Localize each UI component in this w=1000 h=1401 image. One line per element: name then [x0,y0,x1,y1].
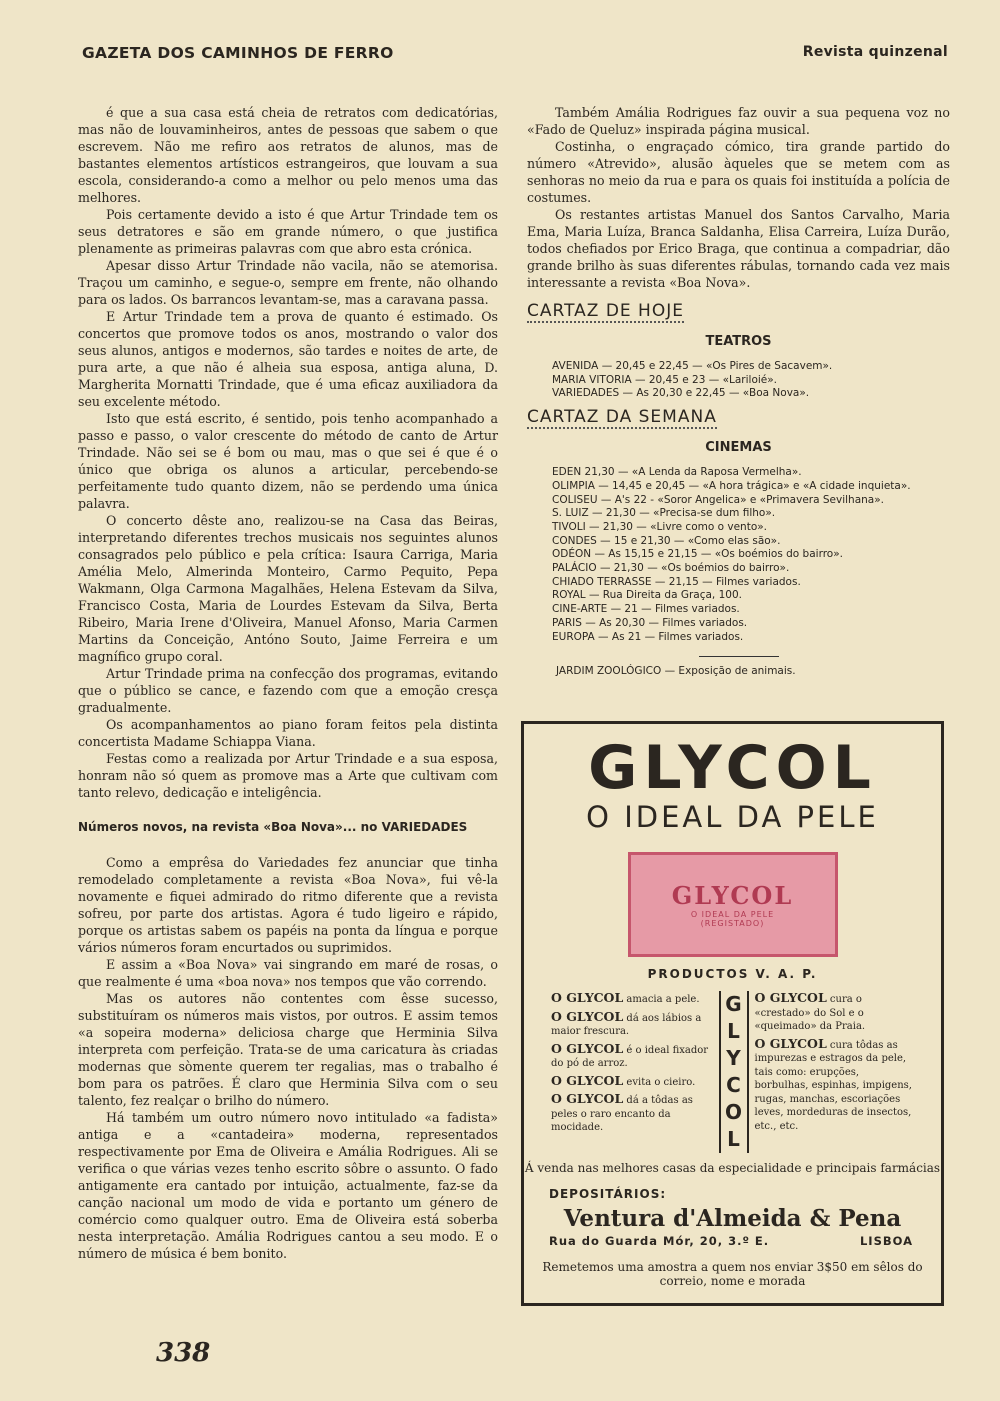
paragraph: é que a sua casa está cheia de retratos com dedicatórias, mas não de louvaminheiros, antes de pessoas que sabem o que escrevem. Não me refiro aos retratos de alunos, mas de bastantes elementos artísticos estrangeiros, que louvam a sua escola, considerando-a como a melhor ou pelo menos uma das melhores. [78,105,498,205]
paragraph: Isto que está escrito, é sentido, pois tenho acompanhado a passo e passo, o valor crescente do método de canto de Artur Trindade. Não sei se é bom ou mau, mas o que sei é que é o único que obriga os alunos a articular, percebendo-se perfeitamente tudo quanto dizem, não se perdendo uma única palavra. [78,411,498,511]
feature-text: amacia a pele. [623,994,700,1005]
listing-item: PARIS — As 20,30 — Filmes variados. [552,616,748,629]
feature-brand: O GLYCOL [551,990,624,1005]
feature-brand: O GLYCOL [551,1072,624,1088]
journal-title: GAZETA DOS CAMINHOS DE FERRO [82,44,394,62]
feature-item [551,1092,713,1135]
listing-item: ODÉON — As 15,15 e 21,15 — «Os boémios do bairro». [552,548,843,561]
paragraph: Mas os autores não contentes com êsse sucesso, substituíram os números mais vistos, por outros. E assim temos «a sopeira moderna» deliciosa charge que Herminia Silva interpreta com perfeição. Trata-se de uma caricatura às criadas modernas que sòmente querem ter regalias, mas o trabalho é bom para os patrões. É claro que Herminia Silva com o seu talento, fez realçar o brilho do número. [78,991,498,1108]
paragraph: E Artur Trindade tem a prova de quanto é estimado. Os concertos que promove todos os anos, mostrando o valor dos seus alunos, antigos e modernos, são tardes e noites de arte, de pura arte, a que não é alheia sua esposa, antiga aluna, D. Margherita Mornatti Trindade, que é uma eficaz auxiliadora da seu excelente método. [78,309,498,409]
paragraph: Também Amália Rodrigues faz ouvir a sua pequena voz no «Fado de Queluz» inspirada página musical. [527,105,950,137]
features-right [755,991,917,1153]
paragraph: Há também um outro número novo intitulado «a fadista» antiga e a «cantadeira» moderna, representados respectivamente por Ema de Oliveira e Amália Rodrigues. Ali se verifica o que várias vezes tenho escrito sôbre o assunto. O fado antigamente era cantado por intuição, actualmente, faz-se da canção nacional um modo de vida e portanto um género de comércio como qualquer outro. Ema de Oliveira está soberba nesta interpretação. Amália Rodrigues cantou a seu modo. E o número de música é bem bonito. [78,1110,498,1261]
listing-item: MARIA VITORIA — 20,45 e 23 — «Lariloié». [552,373,778,386]
vertical-letter: O [724,1100,742,1124]
paragraph: Os acompanhamentos ao piano foram feitos pela distinta concertista Madame Schiappa Viana. [78,717,498,749]
paragraph: E assim a «Boa Nova» vai singrando em maré de rosas, o que realmente é uma «boa nova» nos tempos que vão correndo. [78,957,498,989]
journal-subtitle: Revista quinzenal [802,44,948,60]
vertical-letter: C [726,1073,741,1097]
vertical-letter: L [727,1127,740,1151]
glycol-advertisement [521,721,944,1306]
listing-item: AVENIDA — 20,45 e 22,45 — «Os Pires de Sacavem». [552,360,833,372]
cinemas-heading: CINEMAS [705,440,772,456]
feature-item [551,1074,713,1090]
feature-item [551,991,713,1007]
label-reg: (REGISTADO) [700,919,765,928]
page-number: 338 [156,1338,211,1368]
vertical-letter: Y [726,1046,741,1070]
paragraph: Festas como a realizada por Artur Trindade e a sua esposa, honram não só quem as promove mas a Arte que cultivam com tanto relevo, dedicação e inteligência. [78,751,498,800]
feature-brand: O GLYCOL [754,1035,827,1051]
paragraph: Os restantes artistas Manuel dos Santos Carvalho, Maria Ema, Maria Luíza, Branca Saldanha, Elisa Carreira, Luíza Durão, todos chefiados por Erico Braga, que continua a compadriar, dão grande brilho às suas diferentes rábulas, tornando cada vez mais interessante a revista «Boa Nova». [527,207,950,290]
feature-item [551,1010,713,1039]
paragraph: O concerto dêste ano, realizou-se na Casa das Beiras, interpretando diferentes trechos musicais nos seguintes alunos consagrados pelo público e pela crítica: Isaura Carriga, Maria Amélia Melo, Almerinda Monteiro, Carmo Pequito, Pepa Wakmann, Olga Carmona Magalhães, Helena Estevam da Silva, Francisco Costa, Maria de Lourdes Estevam da Silva, Berta Ribeiro, Maria Irene d'Oliveira, Manuel Afonso, Maria Carmen Martins da Conceição, Antóno Souto, Jaime Ferreira e um magnífico grupo coral. [78,513,498,664]
left-column [78,104,498,1262]
zoo-listing: JARDIM ZOOLÓGICO — Exposição de animais. [556,665,796,678]
vertical-letter: G [725,992,742,1016]
teatros-list [527,360,950,401]
producer: PRODUCTOS V. A. P. [647,967,818,981]
listing-item: CHIADO TERRASSE — 21,15 — Filmes variados. [552,575,801,588]
divider [699,656,779,657]
paragraph: Artur Trindade prima na confecção dos programas, evitando que o público se cance, e fazendo com que a emoção cresça gradualmente. [78,666,498,715]
cinemas-list [527,466,950,644]
vertical-letter: L [727,1019,740,1043]
listing-item: EUROPA — As 21 — Filmes variados. [552,630,744,643]
listing-item: VARIEDADES — As 20,30 e 22,45 — «Boa Nova». [552,387,810,400]
features [551,991,916,1153]
feature-brand: O GLYCOL [754,990,827,1005]
feature-text: dá aos lábios a maior frescura. [551,1012,702,1037]
feature-text: evita o cieiro. [623,1076,696,1088]
feature-item [551,1042,713,1071]
paragraph: Pois certamente devido a isto é que Artur Trindade tem os seus detratores e são em grande número, o que justifica plenamente as primeiras palavras com que abro esta crónica. [78,207,498,256]
label-name: GLYCOL [671,881,794,910]
sales-note: Á venda nas melhores casas da especialidade e principais farmácias [524,1161,941,1175]
feature-item [755,1037,917,1134]
vertical-brand [719,991,749,1153]
listing-item: EDEN 21,30 — «A Lenda da Raposa Vermelha». [552,466,802,479]
right-column [527,104,950,680]
feature-text: dá a tôdas as peles o raro encanto da mocidade. [551,1095,693,1133]
city: LISBOA [859,1234,913,1248]
feature-brand: O GLYCOL [551,1091,624,1106]
listing-item: ROYAL — Rua Direita da Graça, 100. [552,589,742,602]
address: Rua do Guarda Mór, 20, 3.º E. [549,1234,770,1248]
sample-offer: Remetemos uma amostra a quem nos enviar 3$50 em sêlos do correio, nome e morada [542,1260,923,1288]
feature-text: é o ideal fixador do pó de arroz. [551,1044,709,1069]
listing-item: S. LUIZ — 21,30 — «Precisa-se dum filho». [552,507,776,520]
article-part-one [78,104,498,801]
listing-item: CONDES — 15 e 21,30 — «Como elas são». [552,534,781,547]
feature-brand: O GLYCOL [551,1040,624,1056]
listing-item: CINE-ARTE — 21 — Filmes variados. [552,603,740,616]
listing-item: TIVOLI — 21,30 — «Livre como o vento». [552,520,767,533]
ad-tagline: O IDEAL DA PELE [586,800,879,834]
feature-item [755,991,917,1034]
paragraph: Costinha, o engraçado cómico, tira grande partido do número «Atrevido», alusão àqueles que se metem com as senhoras no meio da rua e para os quais foi instituída a polícia de costumes. [527,139,950,205]
feature-text: cura o «crestado» do Sol e o «queimado» da Praia. [754,994,866,1032]
listing-item: OLIMPIA — 14,45 e 20,45 — «A hora trágica» e «A cidade inquieta». [552,479,911,492]
label-sub: O IDEAL DA PELE [690,910,775,919]
subheading: Números novos, na revista «Boa Nova»... no VARIEDADES [78,820,468,834]
article-part-two [78,854,498,1262]
cartaz-semana-title: CARTAZ DA SEMANA [527,407,717,428]
cartaz-hoje-title: CARTAZ DE HOJE [527,301,684,321]
product-label-image [628,852,838,957]
listing-item: PALÁCIO — 21,30 — «Os boémios do bairro». [552,562,790,575]
listing-item: COLISEU — A's 22 - «Soror Angelica» e «Primavera Sevilhana». [552,493,884,506]
features-left [551,991,713,1153]
paragraph: Apesar disso Artur Trindade não vacila, não se atemorisa. Traçou um caminho, e segue-o, sempre em frente, não olhando para os lados. Os barrancos levantam-se, mas a caravana passa. [78,258,498,307]
feature-brand: O GLYCOL [551,1008,624,1024]
paragraph: Como a emprêsa do Variedades fez anunciar que tinha remodelado completamente a revista «Boa Nova», fui vê-la novamente e fiquei admirado do ritmo diferente que a revista sofreu, por parte dos artistas. Agora é tudo ligeiro e rápido, porque os artistas sabem os papéis na ponta da língua e porque vários números foram encurtados ou suprimidos. [78,855,498,955]
article-continuation [527,104,950,291]
ad-brand: GLYCOL [588,733,877,803]
firm-name: Ventura d'Almeida & Pena [563,1205,902,1232]
feature-text: cura tôdas as impurezas e estragos da pele, tais como: erupções, borbulhas, espinhas, impigens, rugas, manchas, escoriações leves, mordeduras de insectos, etc., etc. [754,1039,912,1132]
depositarios-label: DEPOSITÁRIOS: [549,1187,667,1201]
teatros-heading: TEATROS [705,334,772,349]
